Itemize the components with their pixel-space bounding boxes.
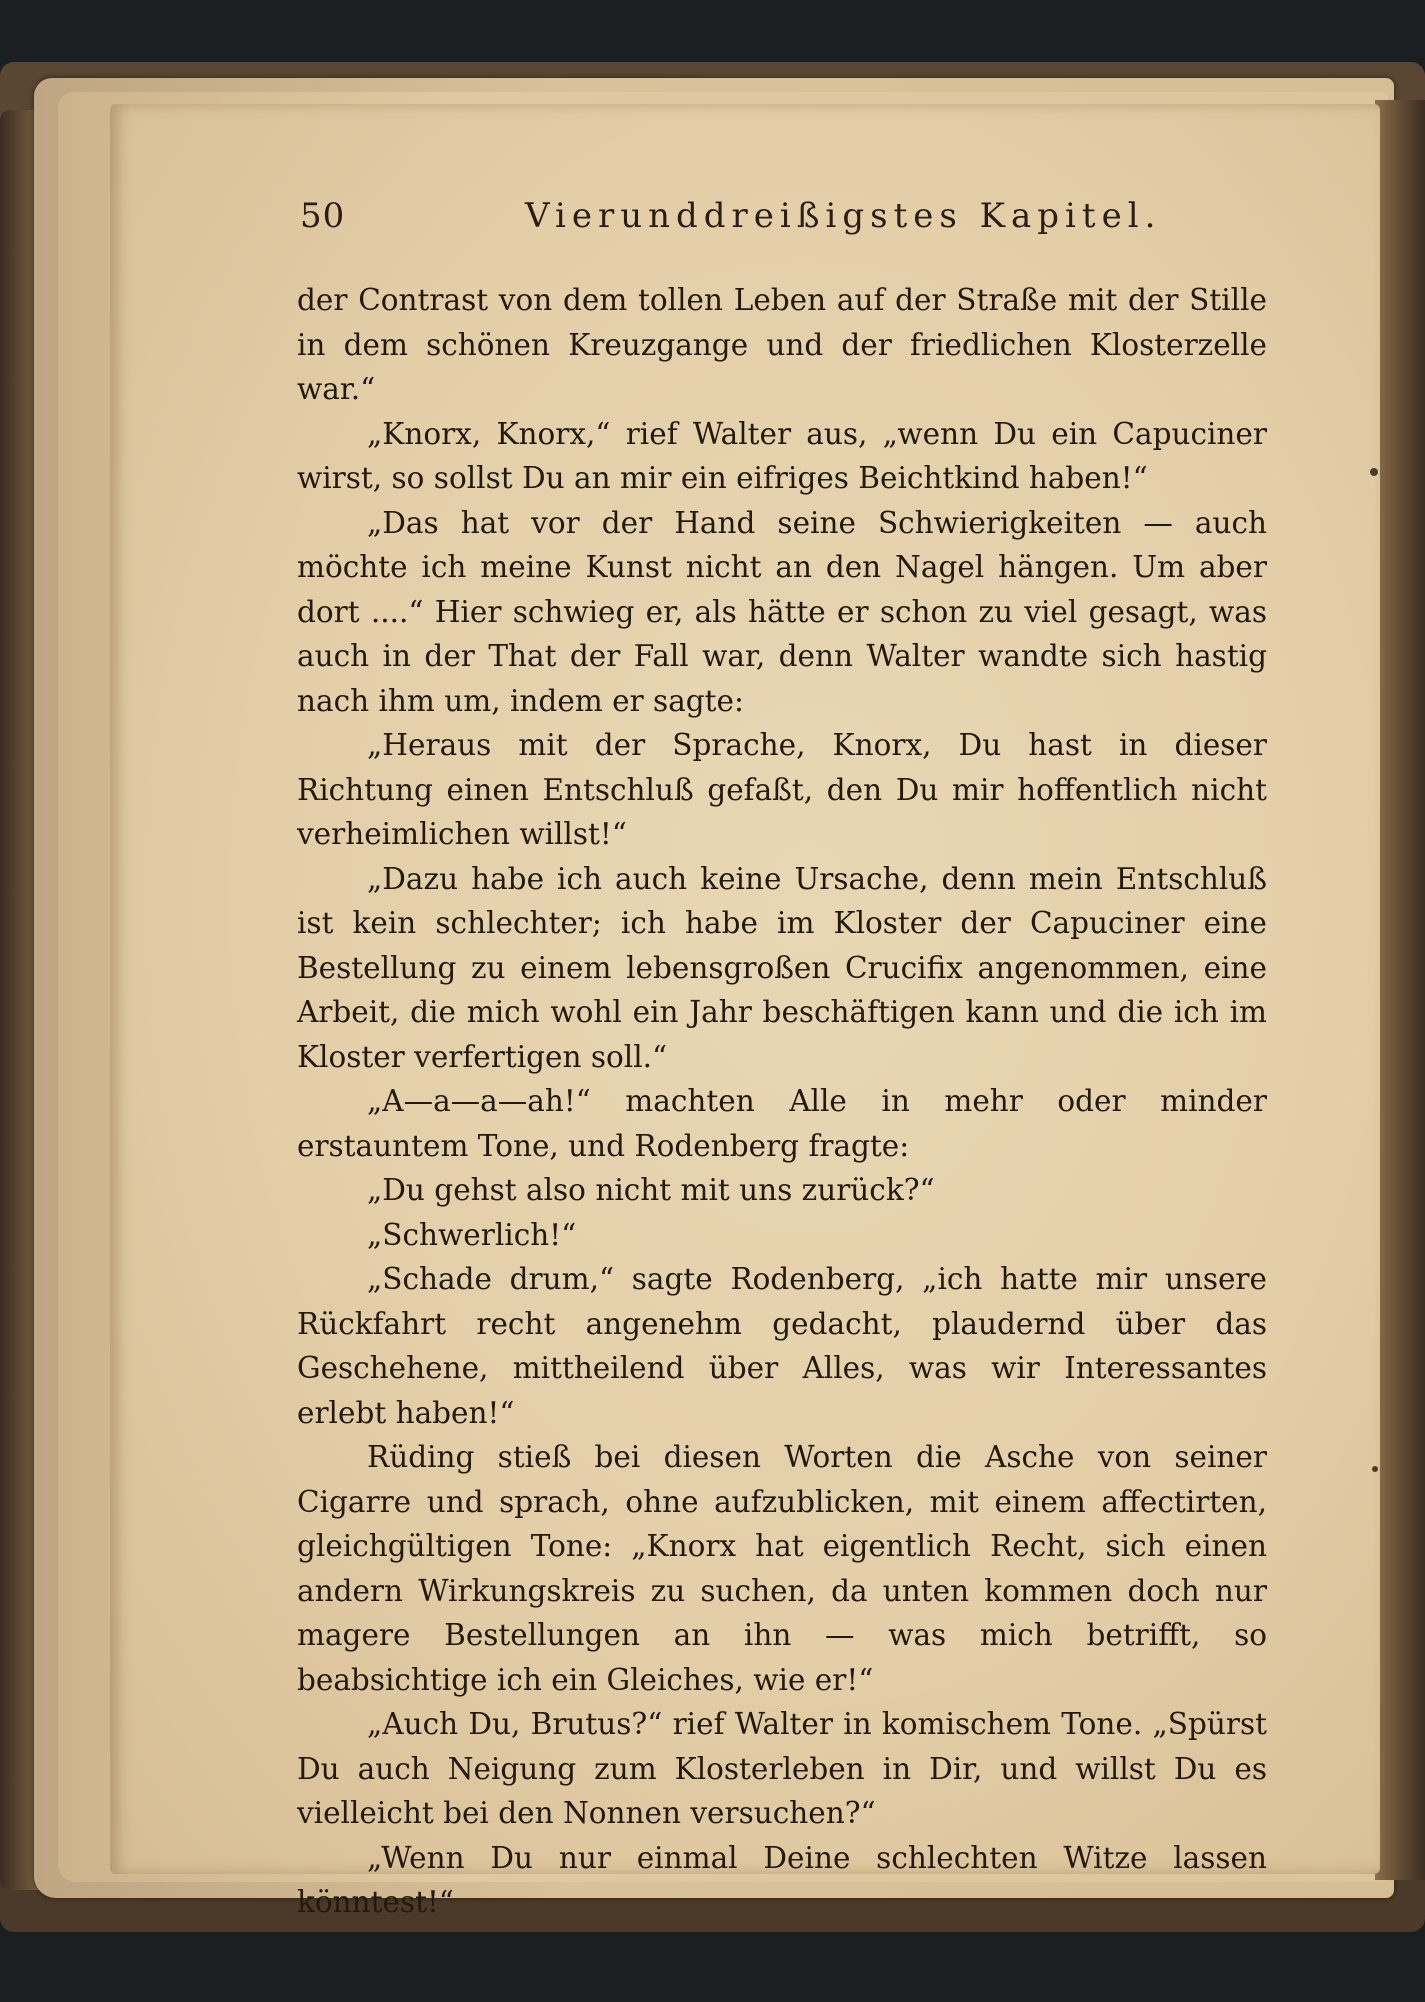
paragraph: „Schwerlich!“ (367, 1217, 577, 1252)
page-header (300, 196, 1260, 246)
paragraph: „Wenn Du nur einmal Deine schlechten Witze lassen könntest!“ (297, 1840, 1267, 1919)
paper-speck (1372, 1466, 1378, 1472)
gutter-shadow (1375, 100, 1425, 1880)
paragraph: „Du gehst also nicht mit uns zurück?“ (367, 1173, 935, 1207)
paragraph: „Knorx, Knorx,“ rief Walter aus, „wenn Du ein Capuciner wirst, so sollst Du an mir ein eifriges Beichtkind haben!“ (297, 416, 1267, 495)
paragraph: der Contrast von dem tollen Leben auf der Straße mit der Stille in dem schönen Kreuzgange und der friedlichen Klosterzelle war.“ (297, 283, 1267, 406)
paragraph: „Schade drum,“ sagte Rodenberg, „ich hatte mir unsere Rückfahrt recht angenehm gedacht, plaudernd über das Geschehene, mittheilend über Alles, was wir Interessantes erlebt haben!“ (297, 1262, 1267, 1430)
page-number: 50 (300, 196, 346, 236)
paragraph: „A—a—a—ah!“ machten Alle in mehr oder minder erstauntem Tone, und Rodenberg fragte: (297, 1084, 1267, 1163)
paragraph: „Das hat vor der Hand seine Schwierigkeiten — auch möchte ich meine Kunst nicht an den Nagel hängen. Um aber dort ....“ Hier schwieg er, als hätte er schon zu viel gesagt, was auch in der That der Fall war, denn Walter wandte sich hastig nach ihm um, indem er sagte: (297, 505, 1267, 718)
paper-speck (1370, 468, 1378, 476)
paragraph: Rüding stieß bei diesen Worten die Asche von seiner Cigarre und sprach, ohne aufzublicken, mit einem affectirten, gleichgültigen Tone: „Knorx hat eigentlich Recht, sich einen andern Wirkungskreis zu suchen, da unten kommen doch nur magere Bestellungen an ihn — was mich betrifft, so beabsichtige ich ein Gleiches, wie er!“ (297, 1440, 1267, 1697)
paragraph: „Auch Du, Brutus?“ rief Walter in komischem Tone. „Spürst Du auch Neigung zum Klosterleben in Dir, und willst Du es vielleicht bei den Nonnen versuchen?“ (297, 1707, 1267, 1830)
paragraph: „Dazu habe ich auch keine Ursache, denn mein Entschluß ist kein schlechter; ich habe im Kloster der Capuciner eine Bestellung zu einem lebensgroßen Crucifix angenommen, eine Arbeit, die mich wohl ein Jahr beschäftigen kann und die ich im Kloster verfertigen soll.“ (297, 861, 1267, 1074)
paragraph: „Heraus mit der Sprache, Knorx, Du hast in dieser Richtung einen Entschluß gefaßt, den Du mir hoffentlich nicht verheimlichen willst!“ (297, 728, 1267, 851)
body-text (297, 278, 1267, 1925)
running-head: Vierunddreißigstes Kapitel. (525, 196, 1162, 236)
